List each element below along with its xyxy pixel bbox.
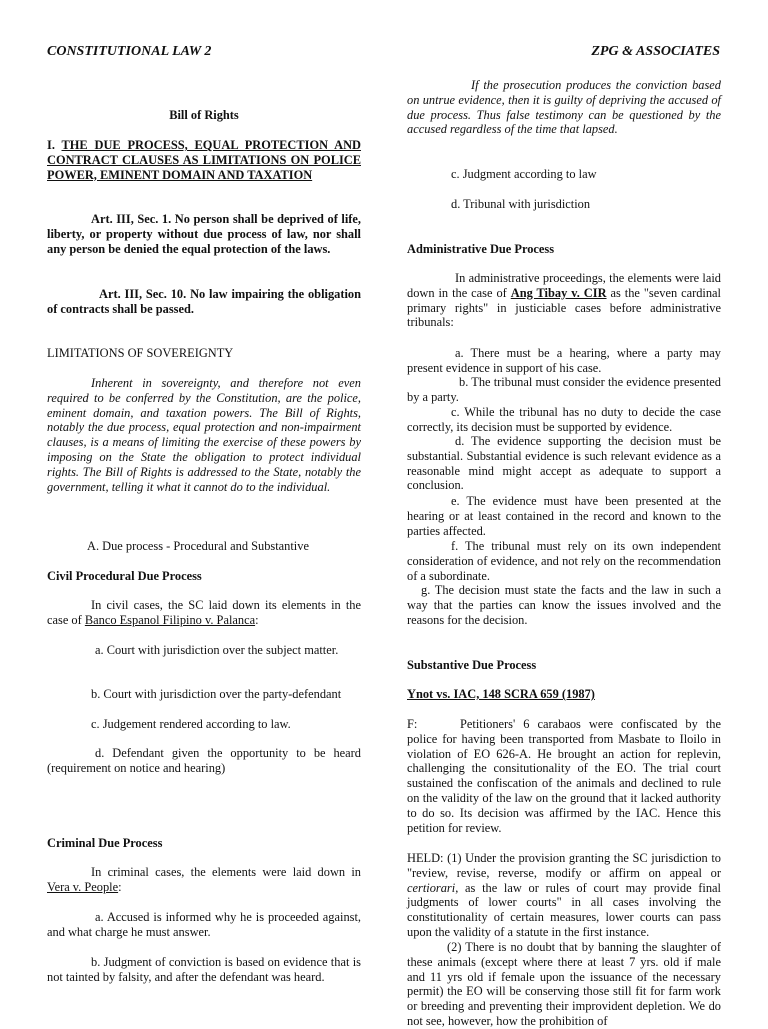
administrative-due-process-heading: Administrative Due Process [407, 242, 555, 256]
section-title: THE DUE PROCESS, EQUAL PROTECTION AND CONTRACT CLAUSES AS LIMITATIONS ON POLICE POWER, EMINENT DOMAIN AND TAXATION [47, 138, 362, 182]
civil-element-d: d. Defendant given the opportunity to be heard (requirement on notice and hearing) [47, 746, 361, 775]
prosecution-paragraph: If the prosecution produces the conviction based on untrue evidence, then it is guilty of depriving the accused of due process. Thus false testimony can be questioned by the accused regardless of the time that lapsed. [407, 78, 721, 137]
article-iii-sec-1: Art. III, Sec. 1. No person shall be deprived of life, liberty, or property without due process of law, nor shall any person be denied the equal protection of the laws. [47, 212, 361, 256]
civil-case-name: Banco Espanol Filipino v. Palanca [84, 612, 256, 627]
facts-text: Petitioners' 6 carabaos were confiscated by the police for having been transported from Masbate to Iloilo in violation of EO 626-A. He brought an action for replevin, challenging the consitutionality of the EO. The trial court sustained the confiscation of the animals and declined to rule on the validity of the law on the ground that it lacked authority to do so. Its decision was affirmed by the IAC. Hence this petition for review. [407, 717, 721, 835]
header-firm-name: ZPG & ASSOCIATES [591, 44, 720, 59]
admin-right-b: b. The tribunal must consider the evidence presented by a party. [407, 375, 721, 404]
admin-case-name: Ang Tibay v. CIR [510, 285, 607, 300]
facts-label: F: [407, 717, 418, 731]
criminal-element-c: c. Judgment according to law [451, 167, 597, 181]
civil-intro-text: In civil cases, the SC laid down its elements in the case of [47, 598, 361, 627]
criminal-element-d: d. Tribunal with jurisdiction [451, 197, 591, 211]
sovereignty-paragraph: Inherent in sovereignty, and therefore not even required to be conferred by the Constitution, are the police, eminent domain, and taxation powers. The Bill of Rights, notably the due process, equal protection and non-impairment clauses, is a means of limiting the exercise of these powers by imposing on the State the obligation to protect individual rights. The Bill of Rights is addressed to the State, notably the government, telling it what it cannot do to the individual. [47, 376, 361, 494]
limitations-heading: LIMITATIONS OF SOVEREIGNTY [47, 346, 234, 360]
administrative-intro [407, 271, 721, 330]
held-1-text-b: , as the law or rules of court may provide final judgments of lower courts" in all cases involving the constitutionality of certain measures, lower courts can pass upon the validity of a statute in the first instance. [407, 880, 721, 939]
admin-right-c: c. While the tribunal has no duty to decide the case correctly, its decision must be supported by evidence. [407, 405, 721, 434]
ynot-held-1 [407, 851, 721, 940]
due-process-subheading: A. Due process - Procedural and Substantive [87, 539, 309, 553]
held-1-certiorari: certiorari [407, 880, 456, 895]
header-course-title: CONSTITUTIONAL LAW 2 [47, 44, 212, 59]
article-iii-sec-10: Art. III, Sec. 10. No law impairing the obligation of contracts shall be passed. [47, 287, 361, 316]
ynot-facts [407, 717, 721, 835]
criminal-due-process-heading: Criminal Due Process [47, 836, 163, 850]
civil-element-b: b. Court with jurisdiction over the party-defendant [91, 687, 342, 701]
criminal-intro [47, 865, 361, 895]
civil-element-c: c. Judgement rendered according to law. [91, 717, 291, 731]
admin-right-g: g. The decision must state the facts and the law in such a way that the parties can know the issues involved and the reasons for the decision. [407, 583, 721, 627]
ynot-held-2: (2) There is no doubt that by banning the slaughter of these animals (except where there at least 7 yrs. old if male and 11 yrs old if female upon the issuance of the necessary permit) the EO will be conserving those still fit for farm work or breeding and preventing their improvident depletion. We do not see, however, how the prohibition of [407, 940, 721, 1028]
criminal-element-b: b. Judgment of conviction is based on evidence that is not tainted by falsity, and after the defendant was heard. [47, 955, 361, 984]
admin-intro-text-2: as the "seven cardinal primary rights" in justiciable cases before administrative tribunals: [407, 285, 721, 330]
page-header [47, 45, 720, 63]
ynot-case-citation: Ynot vs. IAC, 148 SCRA 659 (1987) [407, 687, 595, 701]
bill-of-rights-title: Bill of Rights [169, 108, 239, 122]
criminal-case-name: Vera v. People [47, 879, 119, 894]
admin-intro-text-1: In administrative proceedings, the elements were laid down in the case of [407, 271, 721, 300]
admin-right-e: e. The evidence must have been presented at the hearing or at least contained in the record and known to the parties affected. [407, 494, 721, 538]
held-1-text-a: HELD: (1) Under the provision granting the SC jurisdiction to "review, revise, reverse, modify or affirm on appeal or [407, 851, 721, 880]
admin-right-d: d. The evidence supporting the decision must be substantial. Substantial evidence is such relevant evidence as a reasonable mind might accept as adequate to support a conclusion. [407, 434, 721, 493]
civil-element-a: a. Court with jurisdiction over the subject matter. [95, 643, 339, 657]
admin-right-f: f. The tribunal must rely on its own independent consideration of evidence, and not rely on the recommendation of a subordinate. [407, 539, 721, 583]
admin-right-a: a. There must be a hearing, where a party may present evidence in support of his case. [407, 346, 721, 375]
civil-procedural-heading: Civil Procedural Due Process [47, 569, 202, 583]
section-heading [47, 138, 361, 182]
criminal-intro-colon: : [118, 879, 122, 894]
civil-intro [47, 598, 361, 628]
criminal-intro-text: In criminal cases, the elements were laid down in [91, 865, 361, 879]
substantive-due-process-heading: Substantive Due Process [407, 658, 537, 672]
civil-intro-colon: : [255, 612, 259, 627]
criminal-element-a: a. Accused is informed why he is proceeded against, and what charge he must answer. [47, 910, 361, 939]
section-number: I. [47, 138, 55, 152]
